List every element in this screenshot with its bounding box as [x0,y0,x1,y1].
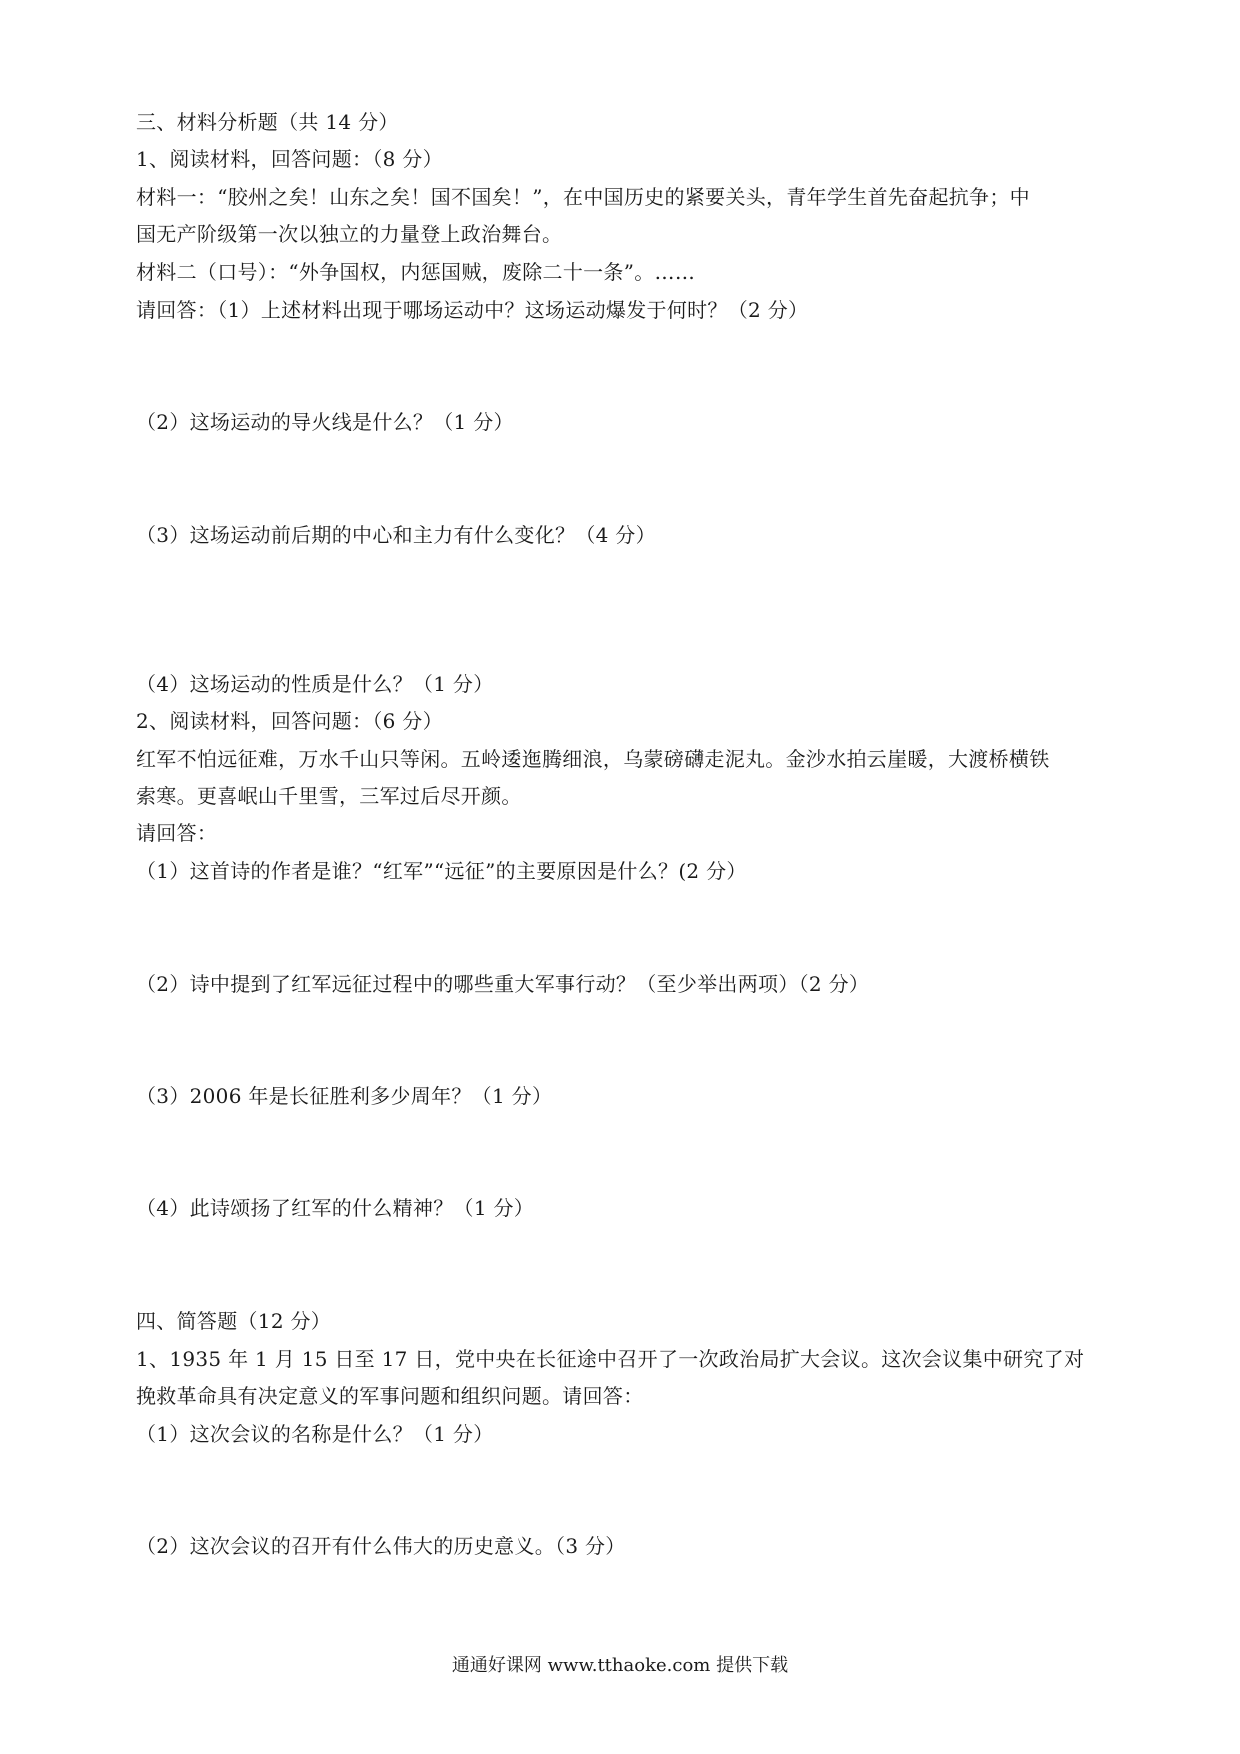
q1-title: 1、阅读材料，回答问题：（8 分） [136,147,443,171]
s4-q1-sub1: （1）这次会议的名称是什么？（1 分） [136,1422,494,1446]
q2-prompt: 请回答： [136,821,218,845]
q1-sub4: （4）这场运动的性质是什么？（1 分） [136,672,494,696]
q1-sub1: 请回答：（1）上述材料出现于哪场运动中？这场运动爆发于何时？（2 分） [136,298,809,322]
q2-sub1: （1）这首诗的作者是谁？“红军”“远征”的主要原因是什么？(2 分） [136,859,747,883]
section3-heading: 三、材料分析题（共 14 分） [136,110,399,134]
q1-material1-line1: 材料一：“胶州之矣！山东之矣！国不国矣！”，在中国历史的紧要关头，青年学生首先奋起抗争；中 [136,185,1030,209]
s4-q1-intro-line1: 1、1935 年 1 月 15 日至 17 日，党中央在长征途中召开了一次政治局扩大会议。这次会议集中研究了对 [136,1347,1085,1371]
q1-material1-line2: 国无产阶级第一次以独立的力量登上政治舞台。 [136,222,563,246]
q2-sub4: （4）此诗颂扬了红军的什么精神？（1 分） [136,1196,535,1220]
page-footer: 通通好课网 www.tthaoke.com 提供下载 [451,1655,789,1676]
s4-q1-intro-line2: 挽救革命具有决定意义的军事问题和组织问题。请回答： [136,1384,644,1408]
s4-q1-sub2: （2）这次会议的召开有什么伟大的历史意义。（3 分） [136,1534,626,1558]
q1-sub2: （2）这场运动的导火线是什么？（1 分） [136,410,514,434]
q2-poem-line1: 红军不怕远征难，万水千山只等闲。五岭逶迤腾细浪，乌蒙磅礴走泥丸。金沙水拍云崖暖，大渡桥横铁 [136,747,1050,771]
q1-sub3: （3）这场运动前后期的中心和主力有什么变化？（4 分） [136,523,656,547]
q2-sub3: （3）2006 年是长征胜利多少周年？（1 分） [136,1084,553,1108]
q2-sub2: （2）诗中提到了红军远征过程中的哪些重大军事行动？（至少举出两项）（2 分） [136,972,870,996]
q2-title: 2、阅读材料，回答问题：（6 分） [136,709,443,733]
section4-heading: 四、简答题（12 分） [136,1309,332,1333]
q2-poem-line2: 索寒。更喜岷山千里雪，三军过后尽开颜。 [136,784,522,808]
q1-material2: 材料二（口号）：“外争国权，内惩国贼，废除二十一条”。…… [136,260,696,284]
